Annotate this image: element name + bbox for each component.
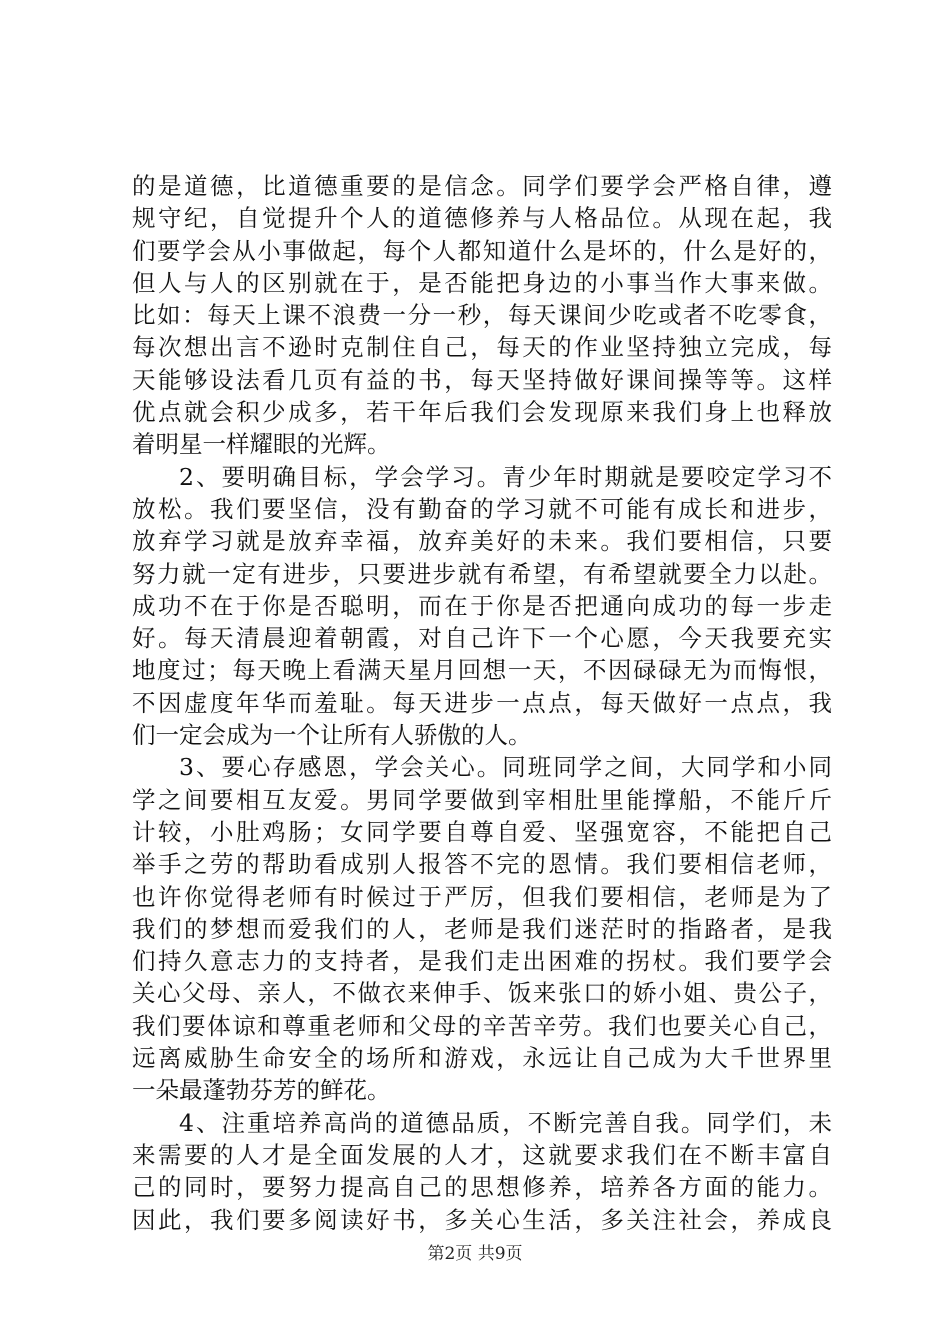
text-line: 着明星一样耀眼的光辉。: [132, 430, 391, 459]
text-line: 不因虚度年华而羞耻。每天进步一点点，每天做好一点点，我: [132, 688, 832, 717]
text-line: 比如：每天上课不浪费一分一秒，每天课间少吃或者不吃零食，: [132, 301, 832, 330]
text-line: 们持久意志力的支持者，是我们走出困难的拐杖。我们要学会: [132, 947, 832, 976]
text-line: 天能够设法看几页有益的书，每天坚持做好课间操等等。这样: [132, 365, 832, 394]
text-line: 计较，小肚鸡肠；女同学要自尊自爱、坚强宽容，不能把自己: [132, 817, 832, 846]
text-line: 远离威胁生命安全的场所和游戏，永远让自己成为大千世界里: [132, 1044, 832, 1073]
text-line: 们一定会成为一个让所有人骄傲的人。: [132, 721, 532, 750]
text-line: 来需要的人才是全面发展的人才，这就要求我们在不断丰富自: [132, 1140, 832, 1169]
text-line: 每次想出言不逊时克制住自己，每天的作业坚持独立完成，每: [132, 333, 832, 362]
body-text: [132, 170, 832, 1236]
text-line: 一朵最蓬勃芬芳的鲜花。: [132, 1076, 391, 1105]
text-line: 己的同时，要努力提高自己的思想修养，培养各方面的能力。: [132, 1173, 832, 1202]
paragraph-4-first-line: 4、注重培养高尚的道德品质，不断完善自我。同学们，未: [179, 1108, 832, 1137]
text-line: 优点就会积少成多，若干年后我们会发现原来我们身上也释放: [132, 398, 832, 427]
text-line: 也许你觉得老师有时候过于严厉，但我们要相信，老师是为了: [132, 882, 832, 911]
text-line: 们要学会从小事做起，每个人都知道什么是坏的，什么是好的，: [132, 236, 832, 265]
text-line: 但人与人的区别就在于，是否能把身边的小事当作大事来做。: [132, 268, 832, 297]
text-line: 关心父母、亲人，不做衣来伸手、饭来张口的娇小姐、贵公子，: [132, 979, 832, 1008]
paragraph-3-first-line: 3、要心存感恩，学会关心。同班同学之间，大同学和小同: [179, 753, 832, 782]
text-line: 我们要体谅和尊重老师和父母的辛苦辛劳。我们也要关心自己，: [132, 1011, 832, 1040]
text-line: 放松。我们要坚信，没有勤奋的学习就不可能有成长和进步，: [132, 494, 832, 523]
text-line: 努力就一定有进步，只要进步就有希望，有希望就要全力以赴。: [132, 559, 832, 588]
text-line: 成功不在于你是否聪明，而在于你是否把通向成功的每一步走: [132, 591, 832, 620]
text-line: 规守纪，自觉提升个人的道德修养与人格品位。从现在起，我: [132, 204, 832, 233]
text-line: 的是道德，比道德重要的是信念。同学们要学会严格自律，遵: [132, 172, 832, 200]
page-number-footer: 第2页 共9页: [427, 1244, 523, 1264]
text-line: 因此，我们要多阅读好书，多关心生活，多关注社会，养成良: [132, 1205, 832, 1234]
paragraph-2-first-line: 2、要明确目标，学会学习。青少年时期就是要咬定学习不: [179, 462, 832, 491]
text-line: 举手之劳的帮助看成别人报答不完的恩情。我们要相信老师，: [132, 850, 832, 879]
text-line: 放弃学习就是放弃幸福，放弃美好的未来。我们要相信，只要: [132, 527, 832, 556]
text-line: 我们的梦想而爱我们的人，老师是我们迷茫时的指路者，是我: [132, 914, 832, 943]
text-line: 学之间要相互友爱。男同学要做到宰相肚里能撑船，不能斤斤: [132, 785, 832, 814]
text-line: 地度过；每天晚上看满天星月回想一天，不因碌碌无为而悔恨，: [132, 656, 832, 685]
text-line: 好。每天清晨迎着朝霞，对自己许下一个心愿，今天我要充实: [132, 624, 832, 653]
